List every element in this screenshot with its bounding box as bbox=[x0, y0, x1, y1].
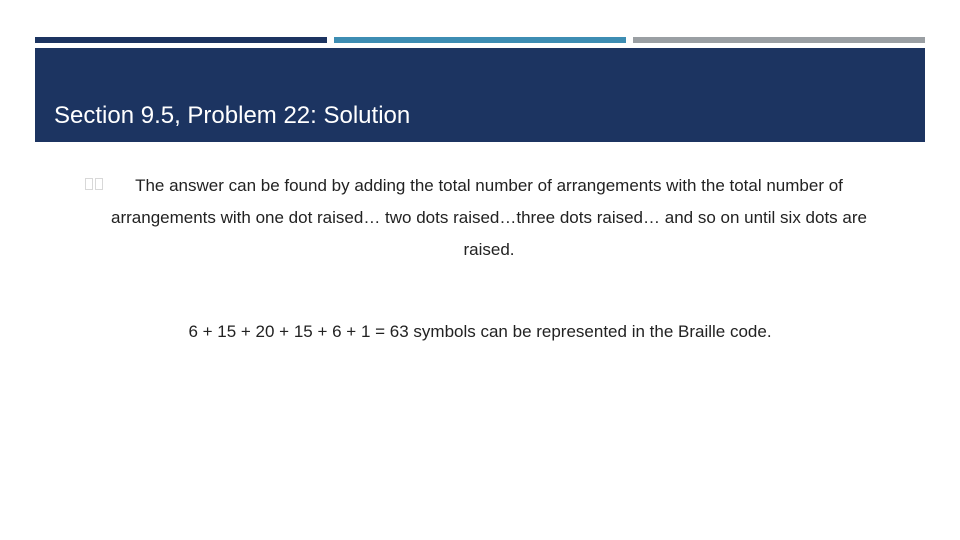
bullet-text: The answer can be found by adding the total number of arrangements with the total number of arrangements with one dot raised… two dots raised…three dots raised… and so on until six dots are raised. bbox=[111, 176, 867, 259]
bullet-icon bbox=[85, 178, 93, 190]
bullet-icon bbox=[95, 178, 103, 190]
equation-text: 6 + 15 + 20 + 15 + 6 + 1 = 63 symbols can be represented in the Braille code. bbox=[188, 322, 772, 341]
slide-title: Section 9.5, Problem 22: Solution bbox=[54, 102, 411, 129]
accent-bar-gray bbox=[633, 37, 925, 43]
bullet-item bbox=[85, 170, 885, 266]
title-band bbox=[35, 48, 925, 142]
accent-bar-blue bbox=[334, 37, 626, 43]
slide-content bbox=[85, 170, 885, 266]
accent-bar-navy bbox=[35, 37, 327, 43]
